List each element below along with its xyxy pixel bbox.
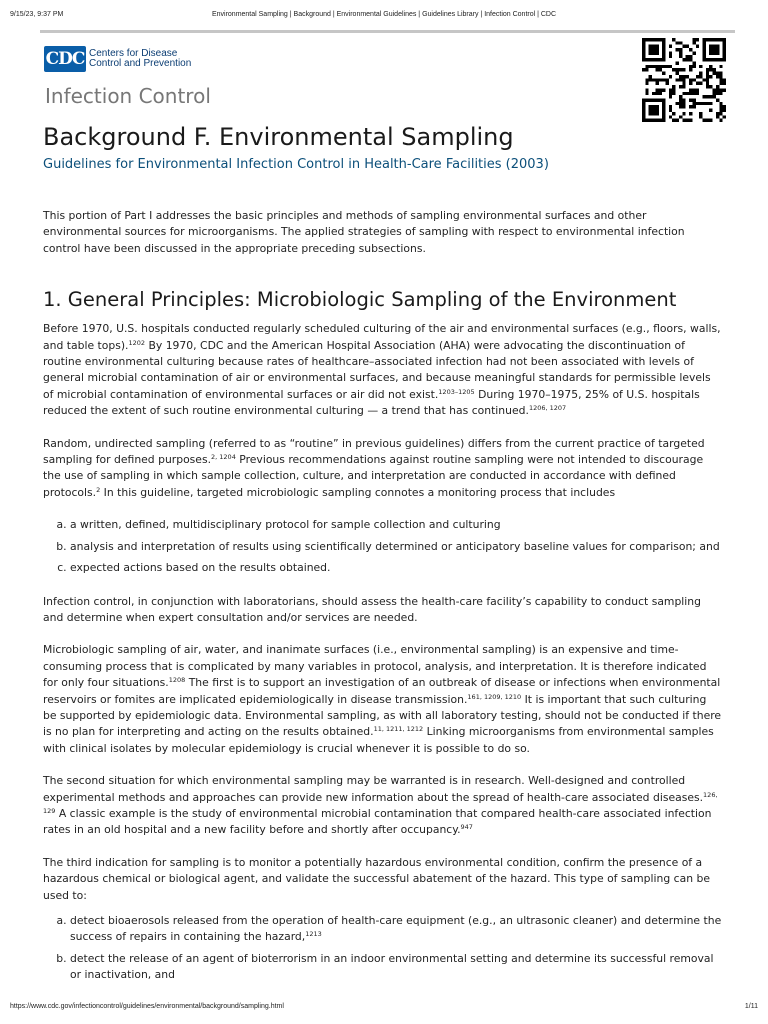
cdc-logo-text — [89, 49, 191, 69]
paragraph-infection-control: Infection control, in conjunction with laboratorians, should assess the health-care facility’s capability to conduct sampling and determine when expert consultation and/or services are needed. — [43, 594, 702, 624]
list-item: a. a written, defined, multidisciplinary protocol for sample collection and culturing — [70, 517, 723, 533]
top-divider — [40, 30, 735, 33]
reference-link[interactable]: 947 — [460, 823, 473, 832]
main-content — [43, 208, 723, 1001]
reference-link[interactable]: 2 — [96, 485, 101, 494]
list-item: c. expected actions based on the results obtained. — [70, 560, 723, 576]
print-url: https://www.cdc.gov/infectioncontrol/guidelines/environmental/background/sampling.html — [10, 1003, 284, 1010]
cdc-logo-mark: CDC — [44, 46, 86, 72]
list-item: b. detect the release of an agent of bioterrorism in an indoor environmental setting and determine its successful removal or inactivation, and — [70, 951, 723, 984]
site-title[interactable]: Infection Control — [45, 84, 211, 108]
page-title: Background F. Environmental Sampling — [43, 123, 514, 151]
paragraph-four-situations: Microbiologic sampling of air, water, and inanimate surfaces (i.e., environmental sampling) is an expensive and time-consuming process that is complicated by many variables in protocol, analysis, and interpretation. It is therefore indicated for only four situations.$^{1208}$ The first is to support an investigation of an outbreak of disease or infections when environmental reservoirs or fomites are implicated epidemiologically in disease transmission.$^{161, 1209, 1210}$ It is important that such culturing be supported by epidemiologic data. Environmental sampling, as with all laboratory testing, should not be conducted if there is no plan for interpreting and acting on the results obtained.$^{11, 1211, 1212}$ Linking microorganisms from environmental samples with clinical isolates by molecular epidemiology is crucial whenever it is possible to do so. — [43, 643, 722, 755]
print-datetime: 9/15/23, 9:37 PM — [10, 11, 64, 18]
monitoring-list — [43, 913, 723, 984]
reference-link[interactable]: 1208 — [168, 676, 186, 685]
sampling-process-list — [43, 517, 723, 576]
print-page-count: 1/11 — [744, 1003, 758, 1010]
reference-link[interactable]: 1202 — [128, 338, 146, 347]
reference-link[interactable]: 1206, 1207 — [528, 404, 567, 413]
list-item: b. analysis and interpretation of results using scientifically determined or anticipatory baseline values for comparison; and — [70, 539, 723, 555]
logo-line-2: Control and Prevention — [89, 58, 192, 69]
paragraph-random-sampling: Random, undirected sampling (referred to as “routine” in previous guidelines) differs from the current practice of targeted sampling for defined purposes.$^{2, 1204}$ Previous recommendations against routine sampling were not intended to discourage the use of sampling in which sample collection, culture, and interpretation are conducted in accordance with defined protocols.$^2$ In this guideline, targeted microbiologic sampling connotes a monitoring process that includes — [43, 436, 705, 499]
intro-paragraph: This portion of Part I addresses the basic principles and methods of sampling environmental surfaces and other environmental sources for microorganisms. The applied strategies of sampling with respect to environmental infection control have been discussed in the appropriate preceding subsections. — [43, 209, 685, 255]
reference-link[interactable]: 11, 1211, 1212 — [373, 725, 424, 734]
print-page-title: Environmental Sampling | Background | Environmental Guidelines | Guidelines Library | Infection Control | CDC — [211, 11, 557, 18]
paragraph-monitoring: The third indication for sampling is to monitor a potentially hazardous environmental condition, confirm the presence of a hazardous chemical or biological agent, and validate the successful abatement of the hazard. This type of sampling can be used to: — [43, 855, 710, 902]
reference-link[interactable]: 2, 1204 — [211, 453, 236, 462]
list-item: a. detect bioaerosols released from the operation of health-care equipment (e.g., an ultrasonic cleaner) and determine the success of repairs in containing the hazard,$^{1213}$ — [70, 913, 723, 946]
logo-line-1: Centers for Disease — [89, 48, 178, 59]
cdc-logo[interactable] — [44, 46, 191, 72]
paragraph-history: Before 1970, U.S. hospitals conducted regularly scheduled culturing of the air and environmental surfaces (e.g., floors, walls, and table tops).$^{1202}$ By 1970, CDC and the American Hospital Association (AHA) were advocating the discontinuation of routine environmental culturing because rates of healthcare–associated infection had not been associated with levels of general microbial contamination of air or environmental surfaces, and because meaningful standards for permissible levels of microbial contamination of environmental surfaces or air did not exist.$^{1203-1205}$ During 1970–1975, 25% of U.S. hospitals reduced the extent of such routine environmental culturing — a trend that has continued.$^{1206, 1207}$ — [43, 322, 721, 418]
reference-link[interactable]: 1213 — [305, 930, 322, 939]
reference-link[interactable]: 161, 1209, 1210 — [467, 692, 522, 701]
reference-link[interactable]: 126, 129 — [43, 790, 718, 815]
paragraph-research: The second situation for which environmental sampling may be warranted is in research. Well-designed and controlled experimental methods and approaches can provide new information about the spread of health-care associated diseases.$^{126, 129}$ A classic example is the study of environmental microbial contamination that compared health-care associated infection rates in an old hospital and a new facility before and shortly after occupancy.$^{947}$ — [43, 774, 718, 837]
section-heading: 1. General Principles: Microbiologic Sampling of the Environment — [43, 288, 677, 312]
qr-code-icon — [642, 38, 726, 122]
page-subtitle: Guidelines for Environmental Infection Control in Health-Care Facilities (2003) — [43, 157, 549, 172]
reference-link[interactable]: 1203–1205 — [438, 387, 475, 396]
